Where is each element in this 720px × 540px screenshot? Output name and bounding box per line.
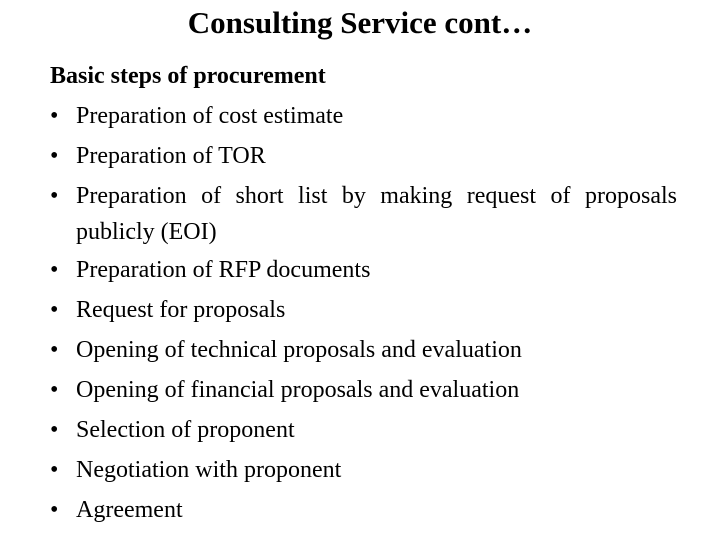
list-item xyxy=(50,370,677,410)
bullet-icon: • xyxy=(50,297,59,323)
list-item xyxy=(50,136,677,176)
list-item xyxy=(50,410,677,450)
list-item-text: Negotiation with proponent xyxy=(76,457,342,483)
bullet-icon: • xyxy=(50,377,59,403)
list-item xyxy=(50,290,677,330)
list-item-text: Opening of technical proposals and evaluation xyxy=(76,337,522,363)
bullet-icon: • xyxy=(50,143,59,169)
bullet-icon: • xyxy=(50,497,59,523)
procurement-steps-list xyxy=(50,96,677,530)
section-heading: Basic steps of procurement xyxy=(50,63,326,89)
list-item-text: Preparation of cost estimate xyxy=(76,103,344,129)
list-item xyxy=(50,330,677,370)
list-item-text: Selection of proponent xyxy=(76,417,295,443)
list-item-text: Request for proposals xyxy=(76,297,286,323)
list-item xyxy=(50,96,677,136)
bullet-icon: • xyxy=(50,337,59,363)
bullet-icon: • xyxy=(50,103,59,129)
list-item-text: Preparation of TOR xyxy=(76,143,266,169)
bullet-icon: • xyxy=(50,457,59,483)
list-item-text: Agreement xyxy=(76,497,183,523)
list-item xyxy=(50,490,677,530)
list-item xyxy=(50,250,677,290)
list-item xyxy=(50,450,677,490)
list-item-text: Preparation of short list by making request of proposals publicly (EOI) xyxy=(76,183,677,245)
bullet-icon: • xyxy=(50,417,59,443)
slide-title: Consulting Service cont… xyxy=(187,5,533,40)
slide-content xyxy=(50,56,677,530)
bullet-icon: • xyxy=(50,183,59,209)
list-item-text: Opening of financial proposals and evaluation xyxy=(76,377,520,403)
list-item-text: Preparation of RFP documents xyxy=(76,257,371,283)
bullet-icon: • xyxy=(50,257,59,283)
list-item xyxy=(50,176,677,250)
